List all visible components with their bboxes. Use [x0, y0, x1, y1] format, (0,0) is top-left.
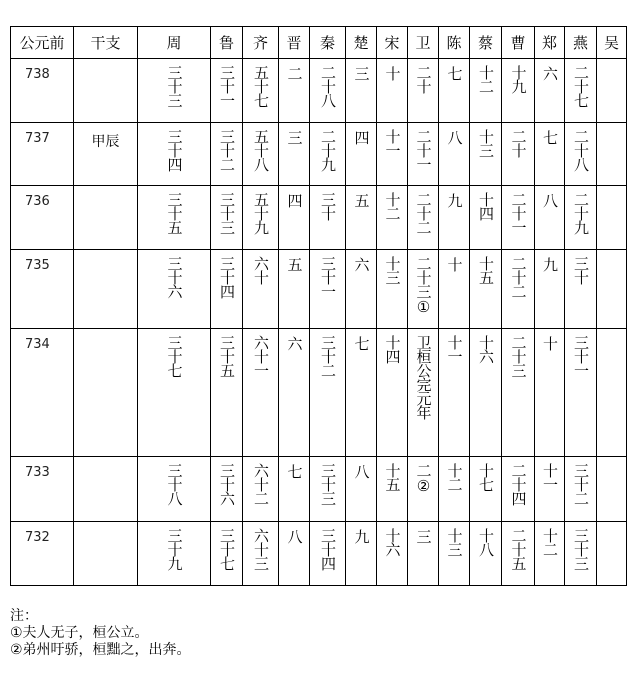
state-year-text: 六 [541, 66, 559, 80]
state-year-text: 十四 [477, 192, 495, 220]
ganzhi-cell [74, 522, 138, 586]
state-year-text: 七 [285, 464, 304, 478]
state-year-text: 十一 [445, 335, 464, 363]
state-year-text: 十二 [541, 528, 559, 556]
state-year-cell [243, 59, 279, 123]
state-year-cell [535, 329, 565, 457]
state-year-cell [502, 329, 535, 457]
state-year-text: 六十一 [252, 335, 270, 377]
state-year-text: 三十五 [165, 192, 184, 234]
state-year-cell [502, 123, 535, 186]
state-year-cell [408, 59, 439, 123]
ganzhi-cell [74, 329, 138, 457]
state-year-cell [377, 329, 408, 457]
state-year-cell [439, 522, 470, 586]
state-year-text: 二② [414, 463, 433, 494]
state-year-cell [535, 522, 565, 586]
state-year-cell [565, 329, 597, 457]
state-year-cell [279, 59, 310, 123]
state-year-cell [535, 59, 565, 123]
header-cell: 卫 [408, 27, 439, 59]
note-2: ②弟州吁骄，桓黜之，出奔。 [10, 642, 191, 658]
state-year-cell [377, 457, 408, 522]
state-year-text: 二十五 [509, 528, 528, 570]
state-year-cell [243, 329, 279, 457]
year-cell: 736 [11, 186, 74, 250]
state-year-cell [346, 457, 377, 522]
header-cell: 干支 [74, 27, 138, 59]
state-year-text: 九 [445, 193, 464, 207]
state-year-cell [310, 59, 346, 123]
header-cell: 齐 [243, 27, 279, 59]
state-year-text: 十二 [445, 463, 464, 491]
table-row [11, 59, 627, 123]
state-year-text: 七 [445, 66, 464, 80]
header-cell: 秦 [310, 27, 346, 59]
state-year-text: 三十三 [319, 463, 337, 505]
state-year-cell [439, 457, 470, 522]
state-year-cell [470, 457, 502, 522]
state-year-text: 七 [352, 336, 371, 350]
header-cell: 公元前 [11, 27, 74, 59]
state-year-cell [211, 329, 243, 457]
state-year-text: 三十五 [218, 335, 236, 377]
state-year-text: 二十 [414, 65, 433, 93]
notes-title: 注： [10, 608, 38, 624]
header-cell: 周 [138, 27, 211, 59]
state-year-text: 十四 [383, 335, 402, 363]
state-year-text: 卫桓公完元年 [414, 335, 433, 419]
state-year-text: 十七 [477, 463, 495, 491]
state-year-text: 二十二 [414, 192, 433, 234]
state-year-text: 七 [541, 130, 559, 144]
state-year-text: 六 [285, 336, 304, 350]
state-year-text: 十九 [509, 65, 528, 93]
state-year-cell [138, 329, 211, 457]
state-year-text: 十二 [383, 192, 402, 220]
state-year-cell [243, 250, 279, 329]
state-year-text: 三十一 [319, 256, 337, 298]
state-year-text: 三十三 [165, 65, 184, 107]
state-year-text: 十 [541, 336, 559, 350]
year-cell: 737 [11, 123, 74, 186]
state-year-cell [279, 329, 310, 457]
state-year-cell [597, 186, 627, 250]
state-year-cell [377, 59, 408, 123]
state-year-cell [377, 123, 408, 186]
state-year-cell [346, 250, 377, 329]
table-row [11, 186, 627, 250]
state-year-cell [408, 522, 439, 586]
state-year-text: 三 [352, 66, 371, 80]
state-year-cell [502, 186, 535, 250]
state-year-cell [377, 250, 408, 329]
state-year-text: 二十一 [509, 192, 528, 234]
header-cell: 燕 [565, 27, 597, 59]
header-cell: 鲁 [211, 27, 243, 59]
state-year-cell [346, 123, 377, 186]
state-year-cell [310, 250, 346, 329]
state-year-cell [138, 59, 211, 123]
state-year-text: 五十九 [252, 192, 270, 234]
state-year-cell [346, 329, 377, 457]
state-year-cell [470, 250, 502, 329]
state-year-cell [346, 522, 377, 586]
state-year-cell [310, 329, 346, 457]
state-year-text: 二十四 [509, 463, 528, 505]
state-year-text: 二十一 [414, 129, 433, 171]
state-year-cell [502, 250, 535, 329]
state-year-text: 十八 [477, 528, 495, 556]
state-year-cell [377, 186, 408, 250]
state-year-cell [502, 59, 535, 123]
state-year-text: 十六 [477, 335, 495, 363]
state-year-cell [565, 457, 597, 522]
year-cell: 735 [11, 250, 74, 329]
state-year-text: 六十三 [252, 528, 270, 570]
state-year-cell [346, 59, 377, 123]
state-year-text: 三十六 [165, 256, 184, 298]
state-year-cell [408, 186, 439, 250]
state-year-cell [565, 59, 597, 123]
state-year-cell [597, 329, 627, 457]
state-year-cell [535, 186, 565, 250]
state-year-text: 十三 [477, 129, 495, 157]
state-year-text: 三十二 [218, 129, 236, 171]
state-year-text: 三十四 [165, 129, 184, 171]
table-row [11, 250, 627, 329]
state-year-cell [279, 250, 310, 329]
year-cell: 732 [11, 522, 74, 586]
state-year-cell [597, 522, 627, 586]
header-row [11, 27, 627, 59]
state-year-cell [439, 329, 470, 457]
state-year-text: 三十六 [218, 463, 236, 505]
state-year-text: 二十二 [509, 256, 528, 298]
state-year-cell [408, 123, 439, 186]
state-year-cell [279, 457, 310, 522]
state-year-cell [243, 457, 279, 522]
table-row [11, 522, 627, 586]
state-year-cell [535, 250, 565, 329]
state-year-text: 六 [352, 257, 371, 271]
header-cell: 陈 [439, 27, 470, 59]
header-cell: 宋 [377, 27, 408, 59]
header-cell: 蔡 [470, 27, 502, 59]
state-year-cell [597, 123, 627, 186]
state-year-cell [470, 123, 502, 186]
state-year-text: 十三 [383, 256, 402, 284]
header-cell: 郑 [535, 27, 565, 59]
note-1: ①夫人无子，桓公立。 [10, 625, 149, 641]
state-year-cell [439, 250, 470, 329]
state-year-cell [439, 123, 470, 186]
state-year-cell [310, 522, 346, 586]
state-year-text: 八 [352, 464, 371, 478]
table-row [11, 329, 627, 457]
state-year-cell [138, 186, 211, 250]
state-year-text: 二十九 [319, 129, 337, 171]
state-year-cell [565, 186, 597, 250]
state-year-cell [470, 59, 502, 123]
state-year-text: 二十九 [572, 192, 590, 234]
state-year-text: 三十 [319, 192, 337, 220]
header-cell: 晋 [279, 27, 310, 59]
state-year-text: 三十七 [218, 528, 236, 570]
state-year-text: 八 [541, 193, 559, 207]
state-year-cell [138, 123, 211, 186]
header-cell: 吴 [597, 27, 627, 59]
table-row [11, 457, 627, 522]
state-year-cell [535, 457, 565, 522]
state-year-text: 十 [445, 257, 464, 271]
state-year-text: 二十三① [414, 256, 433, 315]
state-year-cell [565, 123, 597, 186]
state-year-cell [346, 186, 377, 250]
state-year-cell [243, 522, 279, 586]
notes [10, 608, 191, 659]
state-year-text: 四 [285, 193, 304, 207]
state-year-cell [310, 186, 346, 250]
state-year-cell [310, 123, 346, 186]
state-year-text: 二十八 [572, 129, 590, 171]
state-year-cell [243, 123, 279, 186]
state-year-text: 三十二 [572, 463, 590, 505]
state-year-cell [279, 123, 310, 186]
state-year-text: 五 [352, 193, 371, 207]
state-year-cell [377, 522, 408, 586]
state-year-text: 二十三 [509, 335, 528, 377]
state-year-text: 三十三 [572, 528, 590, 570]
ganzhi-cell [74, 59, 138, 123]
state-year-text: 六十 [252, 256, 270, 284]
state-year-cell [211, 457, 243, 522]
state-year-text: 三十八 [165, 463, 184, 505]
chronology-table [10, 26, 627, 586]
state-year-text: 十二 [477, 65, 495, 93]
ganzhi-cell: 甲辰 [74, 123, 138, 186]
state-year-cell [138, 457, 211, 522]
state-year-text: 十六 [383, 528, 402, 556]
ganzhi-cell [74, 457, 138, 522]
state-year-text: 三 [414, 529, 433, 543]
state-year-cell [597, 457, 627, 522]
state-year-text: 八 [285, 529, 304, 543]
state-year-cell [565, 522, 597, 586]
state-year-text: 三十四 [218, 256, 236, 298]
state-year-text: 十五 [383, 463, 402, 491]
state-year-cell [439, 59, 470, 123]
state-year-cell [502, 522, 535, 586]
state-year-text: 十 [383, 66, 402, 80]
state-year-cell [408, 250, 439, 329]
state-year-text: 十三 [445, 528, 464, 556]
state-year-cell [138, 250, 211, 329]
year-cell: 734 [11, 329, 74, 457]
state-year-text: 九 [541, 257, 559, 271]
state-year-cell [279, 522, 310, 586]
state-year-text: 五十八 [252, 129, 270, 171]
state-year-text: 三十九 [165, 528, 184, 570]
state-year-text: 三十 [572, 256, 590, 284]
header-cell: 曹 [502, 27, 535, 59]
state-year-text: 五 [285, 257, 304, 271]
state-year-cell [565, 250, 597, 329]
state-year-text: 八 [445, 130, 464, 144]
state-year-text: 四 [352, 130, 371, 144]
state-year-cell [408, 457, 439, 522]
year-cell: 738 [11, 59, 74, 123]
state-year-text: 六十二 [252, 463, 270, 505]
state-year-text: 十一 [383, 129, 402, 157]
state-year-cell [243, 186, 279, 250]
state-year-cell [310, 457, 346, 522]
state-year-text: 三十七 [165, 335, 184, 377]
state-year-cell [439, 186, 470, 250]
state-year-text: 二十 [509, 129, 528, 157]
state-year-cell [279, 186, 310, 250]
state-year-text: 五十七 [252, 65, 270, 107]
table-row [11, 123, 627, 186]
state-year-text: 三 [285, 130, 304, 144]
state-year-cell [470, 329, 502, 457]
state-year-cell [597, 59, 627, 123]
state-year-cell [211, 250, 243, 329]
state-year-cell [211, 123, 243, 186]
state-year-cell [502, 457, 535, 522]
state-year-text: 二 [285, 66, 304, 80]
state-year-cell [470, 522, 502, 586]
state-year-cell [138, 522, 211, 586]
state-year-cell [597, 250, 627, 329]
state-year-text: 三十一 [218, 65, 236, 107]
header-cell: 楚 [346, 27, 377, 59]
state-year-text: 三十二 [319, 335, 337, 377]
state-year-text: 二十七 [572, 65, 590, 107]
ganzhi-cell [74, 186, 138, 250]
table-body [11, 59, 627, 586]
state-year-text: 十一 [541, 463, 559, 491]
state-year-cell [211, 522, 243, 586]
state-year-text: 二十八 [319, 65, 337, 107]
state-year-cell [535, 123, 565, 186]
state-year-cell [470, 186, 502, 250]
state-year-text: 三十四 [319, 528, 337, 570]
state-year-text: 三十三 [218, 192, 236, 234]
state-year-cell [211, 186, 243, 250]
state-year-cell [408, 329, 439, 457]
year-cell: 733 [11, 457, 74, 522]
ganzhi-cell [74, 250, 138, 329]
state-year-text: 三十一 [572, 335, 590, 377]
state-year-cell [211, 59, 243, 123]
state-year-text: 十五 [477, 256, 495, 284]
state-year-text: 九 [352, 529, 371, 543]
